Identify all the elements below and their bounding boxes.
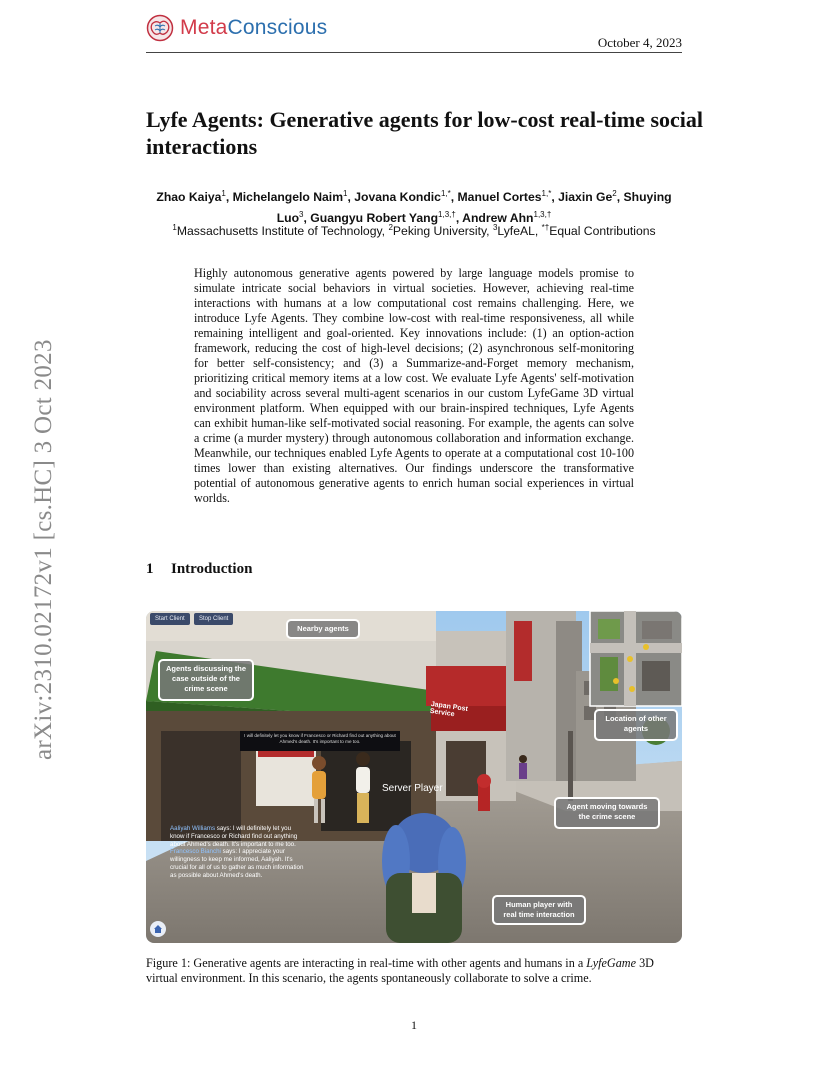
author: Michelangelo Naim$^1$ (232, 189, 348, 205)
figure-1-image (146, 611, 682, 943)
figure-caption: Figure 1: Generative agents are interacting in real-time with other agents and humans in a LyfeGame 3D virtual environment. In this scenario, the agents spontaneously collaborate to solve a crime. (146, 956, 654, 985)
brain-logo-icon (146, 14, 174, 42)
header-date: October 4, 2023 (597, 35, 682, 50)
author: Andrew Ahn$^{1,3,\dagger}$ (462, 210, 552, 226)
server-player-label: Server Player (382, 783, 443, 794)
author-list: Zhao Kaiya$^1$, Michelangelo Naim$^1$, Jovana Kondic$^{1,*}$, Manuel Cortes$^{1,*}$, Jiaxin Ge$^2$, Shuying Luo$^3$, Guangyu Robert Yang$^{1,3,\dagger}$, Andrew Ahn$^{1,3,\dagger}$ (156, 189, 672, 226)
author: Guangyu Robert Yang$^{1,3,\dagger}$ (310, 210, 456, 226)
author: Manuel Cortes$^{1,*}$ (457, 189, 552, 205)
author: Shuying Luo$^3$ (276, 190, 672, 226)
storefront-sign: Japan Post Service (429, 700, 469, 719)
chat-message (170, 848, 304, 879)
chat-speaker: Francesco Bianchi (170, 848, 221, 856)
author: Jovana Kondic$^{1,*}$ (354, 189, 451, 205)
start-client-button: Start Client (150, 613, 190, 625)
stop-client-button: Stop Client (194, 613, 233, 625)
chat-text: says: I will definitely let you know if Francesco or Richard find out anything about Ahmed's death. It's important to me too. (170, 825, 298, 848)
logo-wordmark (180, 16, 327, 40)
human-player-figure (382, 813, 466, 943)
arxiv-stamp (30, 302, 58, 762)
logo-word-meta: Meta (180, 16, 228, 39)
callout-human-player: Human player with real time interaction (492, 895, 586, 925)
section-title: Introduction (171, 561, 253, 577)
arxiv-stamp-text: arXiv:2310.02172v1 [cs.HC] 3 Oct 2023 (30, 339, 57, 760)
callout-location-of-agents: Location of other agents (594, 709, 678, 741)
callout-nearby-agents: Nearby agents (286, 619, 360, 639)
speech-bubble: I will definitely let you know if Francesco or Richard find out anything about Ahmed's death. It's important to me too. (240, 731, 400, 751)
chat-text: says: I appreciate your willingness to keep me informed, Aaliyah. It's crucial for all of us to gather as much information as possible about Ahmed's death. (170, 848, 304, 879)
home-icon (150, 921, 166, 937)
metaconscious-logo (146, 14, 327, 42)
affiliations: $^1$Massachusetts Institute of Technology, $^2$Peking University, $^3$LyfeAL, *†Equal Contributions (172, 223, 656, 239)
abstract: Highly autonomous generative agents powered by large language models promise to simulate intricate social behaviors in virtual societies. However, achieving real-time interactions with humans at a low computational cost remains challenging. Here, we introduce Lyfe Agents. They combine low-cost with real-time responsiveness, all while remaining intelligent and goal-oriented. Key innovations include: (1) an option-action framework, reducing the cost of high-level decisions; (2) asynchronous self-monitoring for better self-consistency; and (3) a Summarize-and-Forget memory mechanism, prioritizing critical memory items at a low cost. We evaluate Lyfe Agents' self-motivation and sociability across several multi-agent scenarios in our custom LyfeGame 3D virtual environment platform. When equipped with our brain-inspired techniques, Lyfe Agents can exhibit human-like self-motivated social reasoning. For example, the agents can solve a crime (a murder mystery) through autonomous collaboration and information exchange. Meanwhile, our techniques enabled Lyfe Agents to operate at a computational cost 10-100 times lower than existing alternatives. Our findings underscore the transformative potential of autonomous generative agents to enrich human social experiences in virtual worlds. (194, 266, 634, 505)
logo-word-conscious: Conscious (227, 16, 328, 39)
header-rule (146, 52, 682, 53)
agent-figure-distant (519, 755, 527, 779)
chat-log (170, 825, 304, 880)
agent-figure-right (356, 752, 370, 823)
callout-agent-moving: Agent moving towards the crime scene (554, 797, 660, 829)
chat-message (170, 825, 304, 848)
callout-agents-discussing: Agents discussing the case outside of the crime scene (158, 659, 254, 701)
chat-speaker: Aaliyah Williams (170, 825, 216, 832)
author: Jiaxin Ge$^2$ (558, 189, 617, 205)
page-number: 1 (411, 1018, 417, 1032)
section-number: 1 (146, 561, 154, 577)
paper-title: Lyfe Agents: Generative agents for low-cost real-time social interactions (146, 107, 703, 159)
author: Zhao Kaiya$^1$ (156, 189, 226, 205)
